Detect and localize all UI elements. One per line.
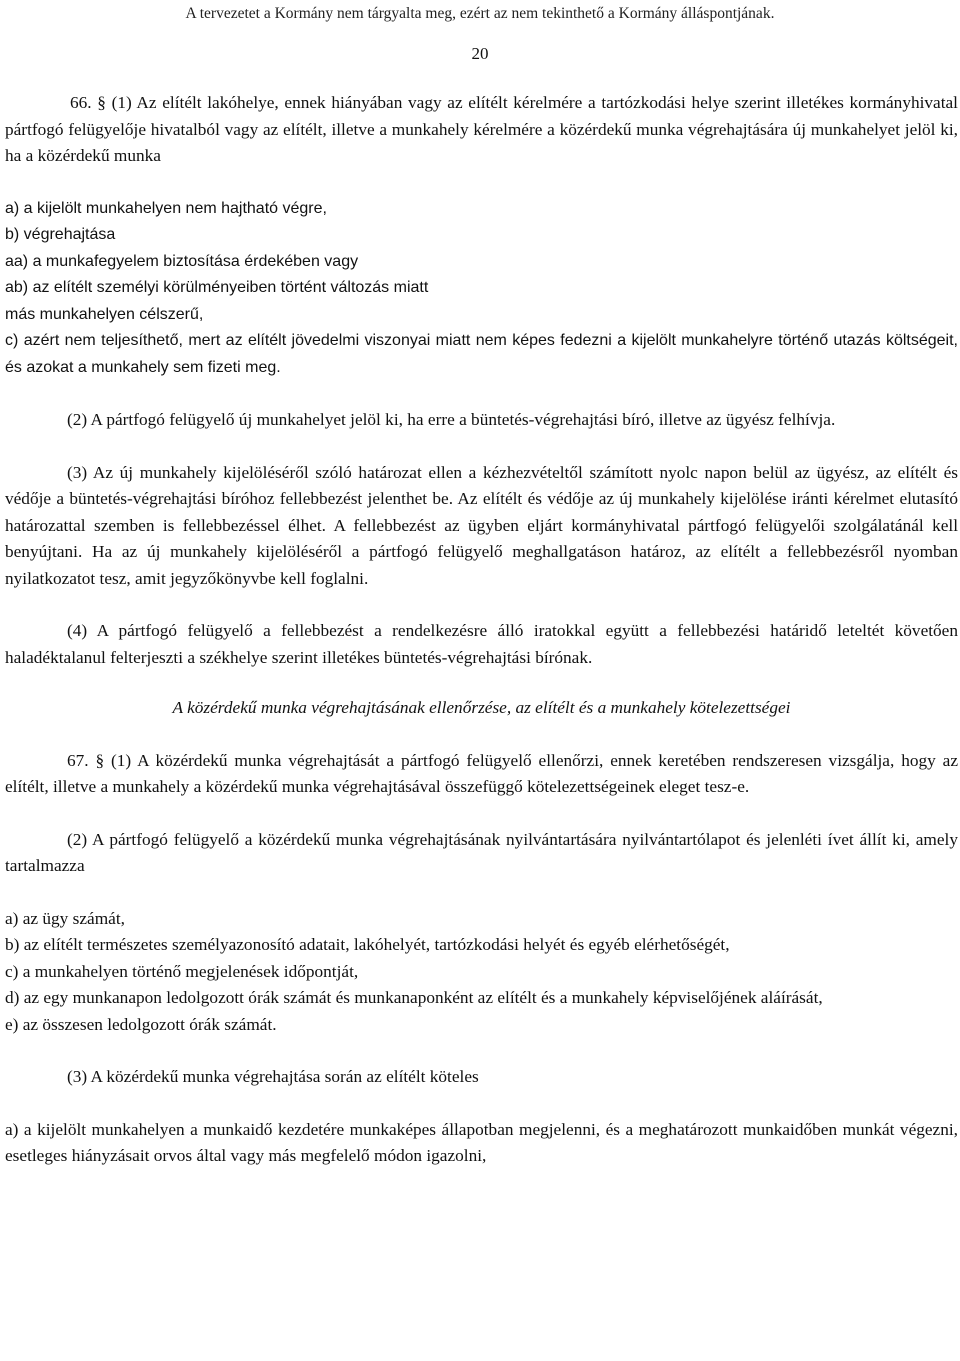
list-item: a) a kijelölt munkahelyen nem hajtható végre, xyxy=(5,199,327,217)
list-item: b) végrehajtása xyxy=(5,226,116,243)
paragraph-66-3: (3) Az új munkahely kijelöléséről szóló határozat ellen a kézhezvételtől számított nyolc napon belül az ügyész, az elítélt és védője a büntetés-végrehajtási bíróhoz fellebbezést jelenthet be. Az elítélt és védője az új munkahely kijelölése iránti kérelmet elutasító határozattal szemben is fellebbezéssel élhet. A fellebbezést az ügyben eljárt kormányhivatal pártfogó felügyelői szolgálatánál kell benyújtani. Ha az új munkahely kijelöléséről a pártfogó felügyelő meghallgatáson határoz, az elítélt a fellebbezésről nyomban nyilatkozatot tesz, amit jegyzőkönyvbe kell foglalni. xyxy=(5,462,958,588)
list-67-items xyxy=(5,906,958,1039)
paragraph-66-2: (2) A pártfogó felügyelő új munkahelyet jelöl ki, ha erre a büntetés-végrehajtási bíró, illetve az ügyész felhívja. xyxy=(67,410,836,429)
list-item: b) az elítélt természetes személyazonosító adatait, lakóhelyét, tartózkodási helyét és egyéb elérhetőségét, xyxy=(5,935,730,954)
list-item: c) a munkahelyen történő megjelenések időpontját, xyxy=(5,961,359,981)
list-item: d) az egy munkanapon ledolgozott órák számát és munkanaponként az elítélt és a munkahely képviselőjének aláírását, xyxy=(5,988,823,1007)
list-item: aa) a munkafegyelem biztosítása érdekében vagy xyxy=(5,252,359,270)
list-66-items xyxy=(5,196,958,329)
paragraph-66-1: 66. § (1) Az elítélt lakóhelye, ennek hiányában vagy az elítélt kérelmére a tartózkodási helye szerint illetékes kormányhivatal pártfogó felügyelője hivatalból vagy az elítélt, illetve a munkahely kérelmére a közérdekű munka végrehajtására új munkahelyet jelöl ki, ha a közérdekű munka xyxy=(5,93,958,165)
page-number: 20 xyxy=(471,44,489,63)
section-heading: A közérdekű munka végrehajtásának ellenőrzése, az elítélt és a munkahely kötelezettségei xyxy=(172,698,791,717)
paragraph-67-2: (2) A pártfogó felügyelő a közérdekű munka végrehajtásának nyilvántartására nyilvántartólapot és jelenléti ívet állít ki, amely tartalmazza xyxy=(5,829,958,875)
paragraph-67-1: 67. § (1) A közérdekű munka végrehajtását a pártfogó felügyelő ellenőrzi, ennek keretében rendszeresen vizsgálja, hogy az elítélt, illetve a munkahely a közérdekű munka végrehajtásával összefüggő kötelezettségeinek eleget tesz-e. xyxy=(5,750,958,796)
list-item: e) az összesen ledolgozott órák számát. xyxy=(5,1014,277,1034)
draft-notice-header: A tervezetet a Kormány nem tárgyalta meg, ezért az nem tekinthető a Kormány álláspontjának. xyxy=(185,5,775,22)
list-item: a) a kijelölt munkahelyen a munkaidő kezdetére munkaképes állapotban megjelenni, és a meghatározott munkaidőben munkát végezni, esetleges hiányzásait orvos által vagy más megfelelő módon igazolni, xyxy=(5,1119,958,1165)
list-item: c) azért nem teljesíthető, mert az elítélt jövedelmi viszonyai miatt nem képes fedezni a kijelölt munkahelyre történő utazás költségeit, és azokat a munkahely sem fizeti meg. xyxy=(5,332,958,376)
list-item: ab) az elítélt személyi körülményeiben történt változás miatt xyxy=(5,279,429,296)
document-body xyxy=(5,90,958,1170)
paragraph-66-4: (4) A pártfogó felügyelő a fellebbezést a rendelkezésre álló iratokkal együtt a fellebbezési határidő leteltét követően haladéktalanul felterjeszti a székhelye szerint illetékes büntetés-végrehajtási bírónak. xyxy=(5,621,958,667)
list-item: a) az ügy számát, xyxy=(5,908,125,928)
paragraph-67-3: (3) A közérdekű munka végrehajtása során az elítélt köteles xyxy=(67,1067,479,1086)
list-item: más munkahelyen célszerű, xyxy=(5,305,204,323)
